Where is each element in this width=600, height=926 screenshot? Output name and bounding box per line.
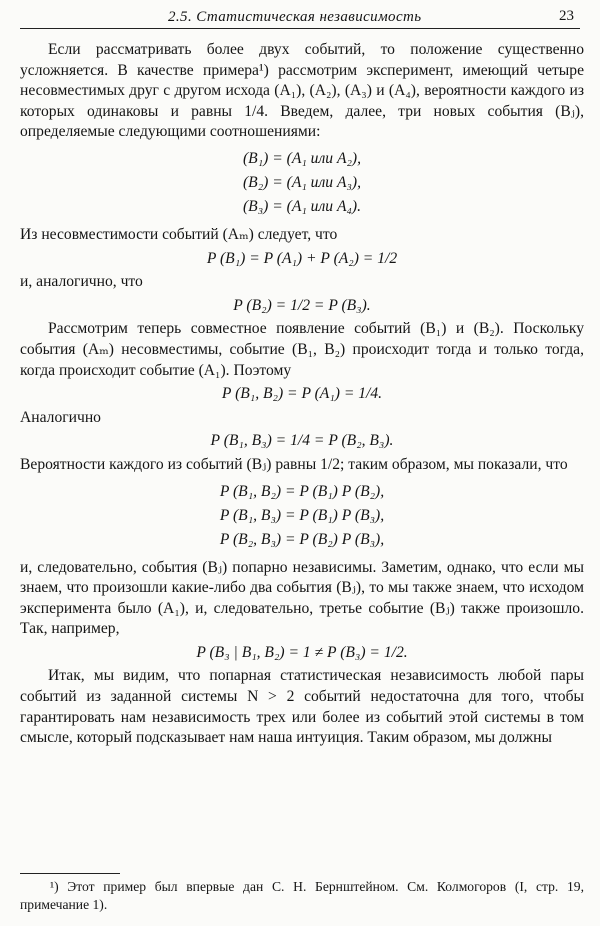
equation-product-b1-b2: P (B₁, B₂) = P (B₁) P (B₂),	[219, 482, 385, 500]
paragraph-analogously: Аналогично	[20, 408, 101, 426]
paragraph-incompatibility: Из несовместимости событий (Aₘ) следует, что	[20, 225, 338, 243]
equation-p-b2-b3: P (B₂) = 1/2 = P (B₃).	[233, 296, 371, 314]
paragraph-probabilities: Вероятности каждого из событий (Bⱼ) равны 1/2; таким образом, мы показали, что	[20, 455, 568, 473]
footnote: ¹) Этот пример был впервые дан С. Н. Бернштейном. См. Колмогоров (I, стр. 19, примечание 1).	[20, 879, 584, 912]
paragraph-joint-occurrence: Рассмотрим теперь совместное появление событий (B₁) и (B₂). Поскольку события (Aₘ) несовместимы, событие (B₁, B₂) происходит тогда и только тогда, когда происходит событие (A₁). Поэтому	[20, 320, 584, 379]
equation-conditional: P (B₃ | B₁, B₂) = 1 ≠ P (B₃) = 1/2.	[196, 643, 408, 661]
page-body	[20, 40, 584, 749]
equation-p-b1: P (B₁) = P (A₁) + P (A₂) = 1/2	[206, 249, 398, 267]
equation-product-b2-b3: P (B₂, B₃) = P (B₂) P (B₃),	[219, 530, 385, 548]
equation-block-products	[20, 480, 584, 552]
equation-p-b1-b3: P (B₁, B₃) = 1/4 = P (B₂, B₃).	[210, 432, 394, 450]
footnote-divider	[20, 873, 120, 874]
paragraph-conclusion: Итак, мы видим, что попарная статистическая независимость любой пары событий из заданной системы N > 2 событий недостаточна для того, чтобы гарантировать нам независимость трех или более из событий этой системы в том смысле, который подсказывает нам наша интуиция. Таким образом, мы должны	[20, 667, 584, 747]
paragraph-pairwise-independence: и, следовательно, события (Bⱼ) попарно независимы. Заметим, однако, что если мы знаем, что произошли какие-либо два события (Bⱼ), то мы также знаем, что исходом эксперимента было (A₁), и, следовательно, третье событие (Bⱼ) также произошло. Так, например,	[20, 558, 584, 638]
equation-b2-definition: (B₂) = (A₁ или A₃),	[242, 173, 362, 191]
equation-p-b1-b2: P (B₁, B₂) = P (A₁) = 1/4.	[221, 385, 383, 403]
paragraph-intro: Если рассматривать более двух событий, то положение существенно усложняется. В качестве примера¹) рассмотрим эксперимент, имеющий четыре несовместимых друг с другом исхода (A₁), (A₂), (A₃) и (A₄), вероятности каждого из которых одинаковы и равны 1/4. Введем, далее, три новых события (Bⱼ), определяемые следующими соотношениями:	[20, 41, 584, 141]
paragraph-similarly: и, аналогично, что	[20, 273, 143, 291]
equation-block-definitions	[20, 147, 584, 219]
equation-product-b1-b3: P (B₁, B₃) = P (B₁) P (B₃),	[219, 506, 385, 524]
equation-b3-definition: (B₃) = (A₁ или A₄).	[242, 197, 362, 215]
page-number: 23	[559, 8, 574, 24]
running-head: 2.5. Статистическая независимость	[168, 9, 422, 25]
equation-b1-definition: (B₁) = (A₁ или A₂),	[242, 149, 362, 167]
page-header	[20, 6, 580, 29]
